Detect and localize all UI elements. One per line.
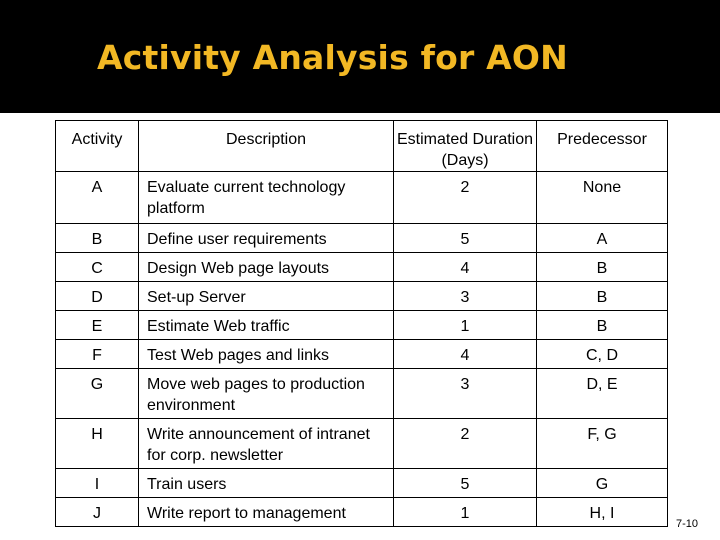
cell-activity: G xyxy=(56,369,139,419)
activity-table xyxy=(55,120,668,527)
cell-predecessor: B xyxy=(537,282,668,311)
cell-activity: A xyxy=(56,172,139,224)
table-row xyxy=(56,369,668,419)
cell-duration: 4 xyxy=(394,253,537,282)
cell-description: Move web pages to production environment xyxy=(139,369,394,419)
cell-activity: D xyxy=(56,282,139,311)
table-row xyxy=(56,498,668,527)
cell-description: Write report to management xyxy=(139,498,394,527)
header-duration: Estimated Duration (Days) xyxy=(394,121,537,172)
cell-description: Write announcement of intranet for corp. newsletter xyxy=(139,419,394,469)
cell-predecessor: D, E xyxy=(537,369,668,419)
table-row xyxy=(56,311,668,340)
cell-description: Evaluate current technology platform xyxy=(139,172,394,224)
cell-duration: 3 xyxy=(394,369,537,419)
cell-description: Estimate Web traffic xyxy=(139,311,394,340)
table-row xyxy=(56,469,668,498)
title-band xyxy=(0,0,720,113)
cell-description: Test Web pages and links xyxy=(139,340,394,369)
cell-description: Define user requirements xyxy=(139,224,394,253)
cell-predecessor: F, G xyxy=(537,419,668,469)
table-row xyxy=(56,172,668,224)
table-header-row xyxy=(56,121,668,172)
header-activity: Activity xyxy=(56,121,139,172)
cell-duration: 3 xyxy=(394,282,537,311)
cell-activity: J xyxy=(56,498,139,527)
table-row xyxy=(56,340,668,369)
cell-description: Set-up Server xyxy=(139,282,394,311)
cell-duration: 4 xyxy=(394,340,537,369)
cell-duration: 2 xyxy=(394,172,537,224)
cell-activity: C xyxy=(56,253,139,282)
table-row xyxy=(56,282,668,311)
slide-title: Activity Analysis for AON xyxy=(97,38,568,77)
cell-predecessor: None xyxy=(537,172,668,224)
slide-number: 7-10 xyxy=(675,518,698,530)
cell-duration: 5 xyxy=(394,469,537,498)
header-predecessor: Predecessor xyxy=(537,121,668,172)
cell-description: Design Web page layouts xyxy=(139,253,394,282)
cell-activity: I xyxy=(56,469,139,498)
cell-duration: 1 xyxy=(394,311,537,340)
cell-predecessor: B xyxy=(537,253,668,282)
cell-predecessor: C, D xyxy=(537,340,668,369)
cell-activity: B xyxy=(56,224,139,253)
cell-activity: H xyxy=(56,419,139,469)
cell-duration: 2 xyxy=(394,419,537,469)
cell-activity: E xyxy=(56,311,139,340)
table-row xyxy=(56,253,668,282)
cell-predecessor: H, I xyxy=(537,498,668,527)
header-description: Description xyxy=(139,121,394,172)
cell-duration: 1 xyxy=(394,498,537,527)
cell-predecessor: G xyxy=(537,469,668,498)
table-row xyxy=(56,224,668,253)
cell-duration: 5 xyxy=(394,224,537,253)
cell-description: Train users xyxy=(139,469,394,498)
table-row xyxy=(56,419,668,469)
cell-predecessor: A xyxy=(537,224,668,253)
cell-predecessor: B xyxy=(537,311,668,340)
cell-activity: F xyxy=(56,340,139,369)
